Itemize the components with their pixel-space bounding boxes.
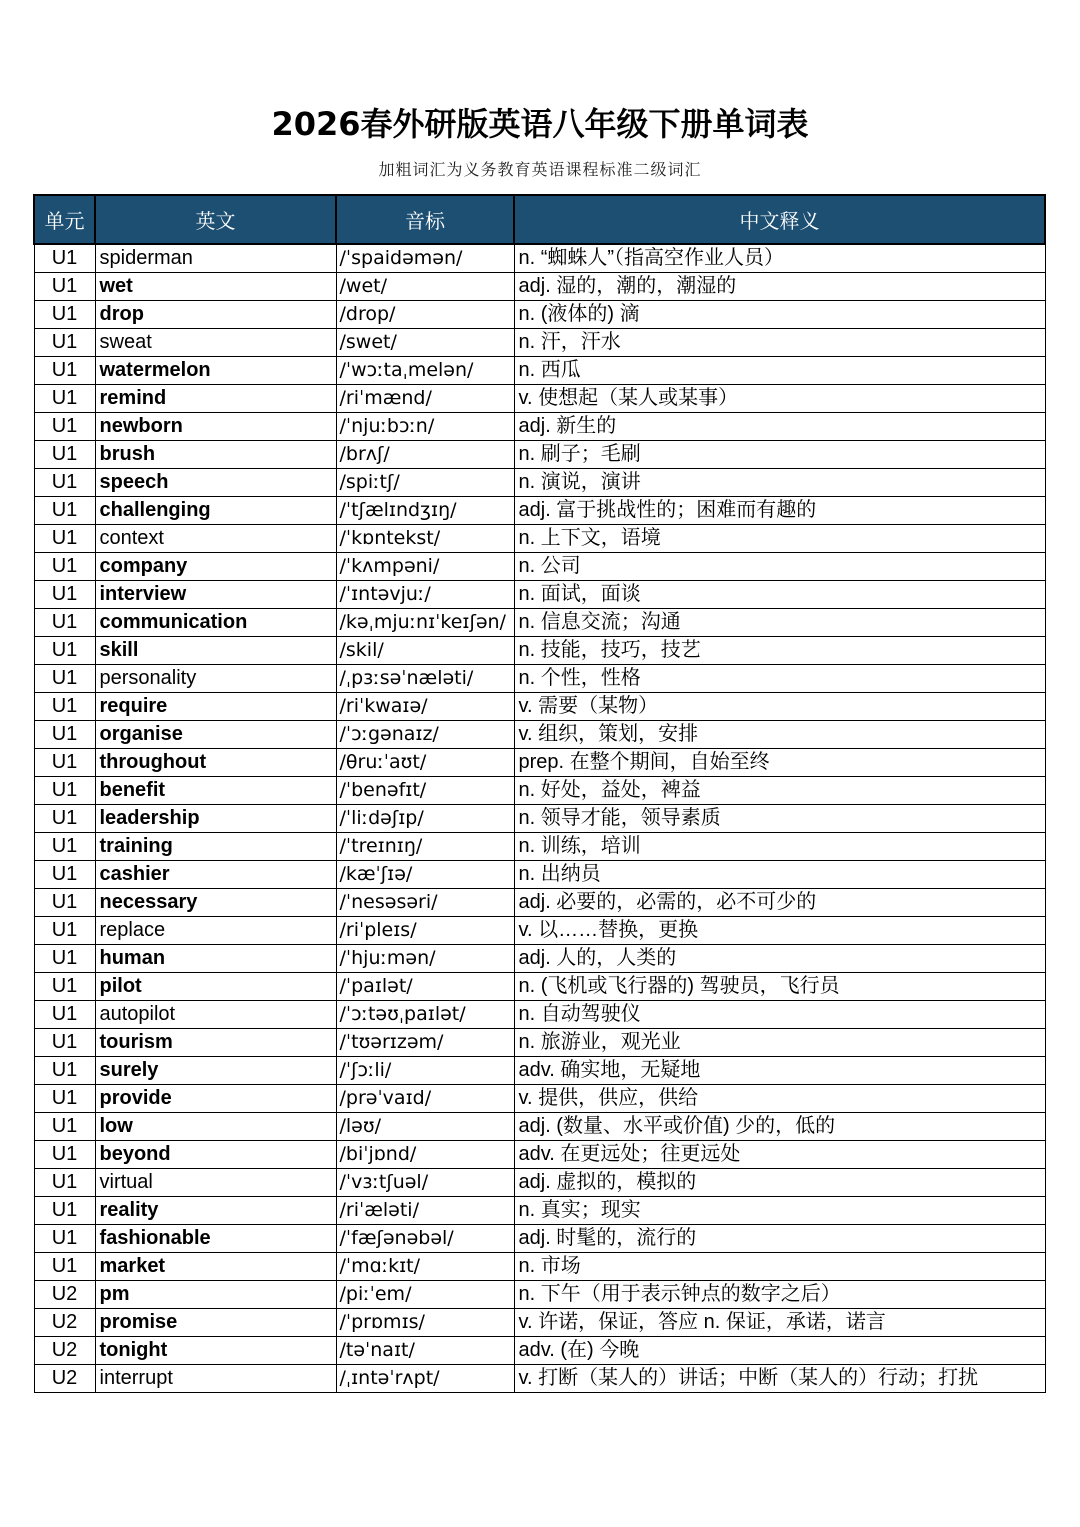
phonetic-cell: /ˈɔːtəʊˌpaɪlət/ bbox=[336, 1001, 514, 1029]
word-cell: tourism bbox=[95, 1029, 336, 1057]
unit-cell: U1 bbox=[34, 1085, 95, 1113]
table-row bbox=[34, 1085, 1045, 1113]
unit-cell: U1 bbox=[34, 441, 95, 469]
meaning-cell: n. 公司 bbox=[514, 553, 1045, 581]
table-row bbox=[34, 1225, 1045, 1253]
meaning-cell: v. 组织，策划，安排 bbox=[514, 721, 1045, 749]
table-row bbox=[34, 244, 1045, 273]
table-row bbox=[34, 665, 1045, 693]
phonetic-cell: /ˈnesəsəri/ bbox=[336, 889, 514, 917]
meaning-cell: n. 真实；现实 bbox=[514, 1197, 1045, 1225]
unit-cell: U1 bbox=[34, 1057, 95, 1085]
table-row bbox=[34, 1001, 1045, 1029]
meaning-cell: n. 信息交流；沟通 bbox=[514, 609, 1045, 637]
meaning-cell: v. 使想起（某人或某事） bbox=[514, 385, 1045, 413]
phonetic-cell: /ˈliːdəʃɪp/ bbox=[336, 805, 514, 833]
unit-cell: U1 bbox=[34, 609, 95, 637]
phonetic-cell: /ˈwɔːtaˌmelən/ bbox=[336, 357, 514, 385]
phonetic-cell: /wet/ bbox=[336, 273, 514, 301]
phonetic-cell: /ˈhjuːmən/ bbox=[336, 945, 514, 973]
word-cell: provide bbox=[95, 1085, 336, 1113]
phonetic-cell: /swet/ bbox=[336, 329, 514, 357]
unit-cell: U1 bbox=[34, 973, 95, 1001]
word-cell: speech bbox=[95, 469, 336, 497]
word-cell: necessary bbox=[95, 889, 336, 917]
table-row bbox=[34, 777, 1045, 805]
unit-cell: U1 bbox=[34, 244, 95, 273]
meaning-cell: n. (飞机或飞行器的) 驾驶员，飞行员 bbox=[514, 973, 1045, 1001]
word-cell: human bbox=[95, 945, 336, 973]
meaning-cell: n. “蜘蛛人”（指高空作业人员） bbox=[514, 244, 1045, 273]
meaning-cell: n. (液体的) 滴 bbox=[514, 301, 1045, 329]
header-meaning: 中文释义 bbox=[514, 195, 1045, 244]
word-cell: throughout bbox=[95, 749, 336, 777]
meaning-cell: n. 自动驾驶仪 bbox=[514, 1001, 1045, 1029]
phonetic-cell: /ˈmɑːkɪt/ bbox=[336, 1253, 514, 1281]
unit-cell: U1 bbox=[34, 357, 95, 385]
phonetic-cell: /ˈtʃælɪndʒɪŋ/ bbox=[336, 497, 514, 525]
phonetic-cell: /prəˈvaɪd/ bbox=[336, 1085, 514, 1113]
word-cell: benefit bbox=[95, 777, 336, 805]
page-title: 2026春外研版英语八年级下册单词表 bbox=[271, 105, 809, 143]
phonetic-cell: /skil/ bbox=[336, 637, 514, 665]
meaning-cell: n. 技能，技巧，技艺 bbox=[514, 637, 1045, 665]
table-row bbox=[34, 637, 1045, 665]
unit-cell: U1 bbox=[34, 889, 95, 917]
table-row bbox=[34, 917, 1045, 945]
word-cell: drop bbox=[95, 301, 336, 329]
unit-cell: U2 bbox=[34, 1309, 95, 1337]
meaning-cell: v. 需要（某物） bbox=[514, 693, 1045, 721]
word-cell: context bbox=[95, 525, 336, 553]
word-cell: company bbox=[95, 553, 336, 581]
meaning-cell: n. 下午（用于表示钟点的数字之后） bbox=[514, 1281, 1045, 1309]
phonetic-cell: /ˈtʊərɪzəm/ bbox=[336, 1029, 514, 1057]
phonetic-cell: /riˈkwaɪə/ bbox=[336, 693, 514, 721]
unit-cell: U1 bbox=[34, 301, 95, 329]
phonetic-cell: /ˈprɒmɪs/ bbox=[336, 1309, 514, 1337]
meaning-cell: n. 刷子；毛刷 bbox=[514, 441, 1045, 469]
meaning-cell: n. 好处，益处，裨益 bbox=[514, 777, 1045, 805]
page-subtitle: 加粗词汇为义务教育英语课程标准二级词汇 bbox=[378, 160, 702, 179]
unit-cell: U1 bbox=[34, 1113, 95, 1141]
meaning-cell: prep. 在整个期间，自始至终 bbox=[514, 749, 1045, 777]
table-row bbox=[34, 1365, 1045, 1393]
word-cell: autopilot bbox=[95, 1001, 336, 1029]
word-cell: challenging bbox=[95, 497, 336, 525]
phonetic-cell: /brʌʃ/ bbox=[336, 441, 514, 469]
word-cell: leadership bbox=[95, 805, 336, 833]
word-cell: low bbox=[95, 1113, 336, 1141]
table-header-row bbox=[34, 195, 1045, 244]
table-row bbox=[34, 1253, 1045, 1281]
table-row bbox=[34, 721, 1045, 749]
phonetic-cell: /ˈspaidəmən/ bbox=[336, 244, 514, 273]
table-row bbox=[34, 497, 1045, 525]
word-cell: sweat bbox=[95, 329, 336, 357]
word-cell: communication bbox=[95, 609, 336, 637]
word-cell: beyond bbox=[95, 1141, 336, 1169]
table-row bbox=[34, 329, 1045, 357]
phonetic-cell: /ˌpɜːsəˈnæləti/ bbox=[336, 665, 514, 693]
meaning-cell: adv. (在) 今晚 bbox=[514, 1337, 1045, 1365]
phonetic-cell: /ˈkʌmpəni/ bbox=[336, 553, 514, 581]
unit-cell: U1 bbox=[34, 665, 95, 693]
meaning-cell: n. 训练，培训 bbox=[514, 833, 1045, 861]
unit-cell: U1 bbox=[34, 329, 95, 357]
header-english: 英文 bbox=[95, 195, 336, 244]
word-cell: require bbox=[95, 693, 336, 721]
word-cell: skill bbox=[95, 637, 336, 665]
meaning-cell: adj. 富于挑战性的；困难而有趣的 bbox=[514, 497, 1045, 525]
table-row bbox=[34, 581, 1045, 609]
unit-cell: U1 bbox=[34, 1253, 95, 1281]
phonetic-cell: /ˈpaɪlət/ bbox=[336, 973, 514, 1001]
word-cell: reality bbox=[95, 1197, 336, 1225]
table-row bbox=[34, 553, 1045, 581]
table-row bbox=[34, 1197, 1045, 1225]
meaning-cell: n. 汗，汗水 bbox=[514, 329, 1045, 357]
unit-cell: U1 bbox=[34, 805, 95, 833]
table-row bbox=[34, 1337, 1045, 1365]
word-cell: spiderman bbox=[95, 244, 336, 273]
word-cell: interrupt bbox=[95, 1365, 336, 1393]
table-row bbox=[34, 469, 1045, 497]
table-row bbox=[34, 1113, 1045, 1141]
meaning-cell: n. 市场 bbox=[514, 1253, 1045, 1281]
phonetic-cell: /θruːˈaʊt/ bbox=[336, 749, 514, 777]
phonetic-cell: /ˈʃɔːli/ bbox=[336, 1057, 514, 1085]
phonetic-cell: /ˈɪntəvjuː/ bbox=[336, 581, 514, 609]
phonetic-cell: /riˈpleɪs/ bbox=[336, 917, 514, 945]
unit-cell: U2 bbox=[34, 1281, 95, 1309]
meaning-cell: adv. 确实地，无疑地 bbox=[514, 1057, 1045, 1085]
phonetic-cell: /biˈjɒnd/ bbox=[336, 1141, 514, 1169]
meaning-cell: v. 提供，供应，供给 bbox=[514, 1085, 1045, 1113]
table-row bbox=[34, 1281, 1045, 1309]
phonetic-cell: /ˈnjuːbɔːn/ bbox=[336, 413, 514, 441]
unit-cell: U1 bbox=[34, 1001, 95, 1029]
unit-cell: U1 bbox=[34, 413, 95, 441]
table-row bbox=[34, 945, 1045, 973]
word-cell: training bbox=[95, 833, 336, 861]
word-cell: wet bbox=[95, 273, 336, 301]
vocabulary-table bbox=[33, 194, 1046, 1393]
meaning-cell: n. 旅游业，观光业 bbox=[514, 1029, 1045, 1057]
table-row bbox=[34, 357, 1045, 385]
unit-cell: U1 bbox=[34, 1197, 95, 1225]
unit-cell: U1 bbox=[34, 553, 95, 581]
phonetic-cell: /riˈæləti/ bbox=[336, 1197, 514, 1225]
meaning-cell: n. 演说，演讲 bbox=[514, 469, 1045, 497]
word-cell: pilot bbox=[95, 973, 336, 1001]
word-cell: interview bbox=[95, 581, 336, 609]
meaning-cell: n. 西瓜 bbox=[514, 357, 1045, 385]
table-row bbox=[34, 861, 1045, 889]
meaning-cell: n. 出纳员 bbox=[514, 861, 1045, 889]
word-cell: surely bbox=[95, 1057, 336, 1085]
meaning-cell: adj. 湿的，潮的，潮湿的 bbox=[514, 273, 1045, 301]
unit-cell: U1 bbox=[34, 833, 95, 861]
phonetic-cell: /ləʊ/ bbox=[336, 1113, 514, 1141]
word-cell: pm bbox=[95, 1281, 336, 1309]
unit-cell: U1 bbox=[34, 1169, 95, 1197]
table-row bbox=[34, 525, 1045, 553]
unit-cell: U1 bbox=[34, 273, 95, 301]
header-phonetic: 音标 bbox=[336, 195, 514, 244]
table-row bbox=[34, 833, 1045, 861]
word-cell: virtual bbox=[95, 1169, 336, 1197]
table-row bbox=[34, 1029, 1045, 1057]
phonetic-cell: /ˌɪntəˈrʌpt/ bbox=[336, 1365, 514, 1393]
unit-cell: U1 bbox=[34, 777, 95, 805]
phonetic-cell: /ˈbenəfɪt/ bbox=[336, 777, 514, 805]
unit-cell: U1 bbox=[34, 917, 95, 945]
table-row bbox=[34, 693, 1045, 721]
table-row bbox=[34, 609, 1045, 637]
word-cell: watermelon bbox=[95, 357, 336, 385]
word-cell: personality bbox=[95, 665, 336, 693]
table-row bbox=[34, 301, 1045, 329]
phonetic-cell: /drop/ bbox=[336, 301, 514, 329]
phonetic-cell: /piːˈem/ bbox=[336, 1281, 514, 1309]
word-cell: market bbox=[95, 1253, 336, 1281]
meaning-cell: adv. 在更远处；往更远处 bbox=[514, 1141, 1045, 1169]
meaning-cell: adj. 虚拟的，模拟的 bbox=[514, 1169, 1045, 1197]
unit-cell: U1 bbox=[34, 525, 95, 553]
table-body bbox=[34, 244, 1045, 1393]
phonetic-cell: /ˈfæʃənəbəl/ bbox=[336, 1225, 514, 1253]
table-row bbox=[34, 385, 1045, 413]
unit-cell: U1 bbox=[34, 1029, 95, 1057]
meaning-cell: adj. 人的，人类的 bbox=[514, 945, 1045, 973]
word-cell: remind bbox=[95, 385, 336, 413]
meaning-cell: v. 打断（某人的）讲话；中断（某人的）行动；打扰 bbox=[514, 1365, 1045, 1393]
meaning-cell: n. 个性，性格 bbox=[514, 665, 1045, 693]
unit-cell: U1 bbox=[34, 581, 95, 609]
phonetic-cell: /ˈvɜːtʃuəl/ bbox=[336, 1169, 514, 1197]
table-row bbox=[34, 1169, 1045, 1197]
unit-cell: U1 bbox=[34, 497, 95, 525]
word-cell: cashier bbox=[95, 861, 336, 889]
table-row bbox=[34, 273, 1045, 301]
table-row bbox=[34, 973, 1045, 1001]
word-cell: newborn bbox=[95, 413, 336, 441]
unit-cell: U1 bbox=[34, 1141, 95, 1169]
header-unit: 单元 bbox=[34, 195, 95, 244]
meaning-cell: n. 面试，面谈 bbox=[514, 581, 1045, 609]
unit-cell: U1 bbox=[34, 721, 95, 749]
phonetic-cell: /riˈmænd/ bbox=[336, 385, 514, 413]
word-cell: tonight bbox=[95, 1337, 336, 1365]
table-row bbox=[34, 1057, 1045, 1085]
word-cell: brush bbox=[95, 441, 336, 469]
phonetic-cell: /ˈkɒntekst/ bbox=[336, 525, 514, 553]
table-row bbox=[34, 413, 1045, 441]
phonetic-cell: /təˈnaɪt/ bbox=[336, 1337, 514, 1365]
meaning-cell: v. 许诺，保证，答应 n. 保证，承诺，诺言 bbox=[514, 1309, 1045, 1337]
table-row bbox=[34, 749, 1045, 777]
unit-cell: U1 bbox=[34, 749, 95, 777]
unit-cell: U1 bbox=[34, 693, 95, 721]
unit-cell: U2 bbox=[34, 1365, 95, 1393]
table-row bbox=[34, 441, 1045, 469]
meaning-cell: n. 领导才能，领导素质 bbox=[514, 805, 1045, 833]
unit-cell: U1 bbox=[34, 861, 95, 889]
word-cell: organise bbox=[95, 721, 336, 749]
word-cell: replace bbox=[95, 917, 336, 945]
meaning-cell: v. 以……替换，更换 bbox=[514, 917, 1045, 945]
phonetic-cell: /kəˌmjuːnɪˈkeɪʃən/ bbox=[336, 609, 514, 637]
unit-cell: U1 bbox=[34, 469, 95, 497]
phonetic-cell: /kæˈʃɪə/ bbox=[336, 861, 514, 889]
phonetic-cell: /ˈɔːgənaɪz/ bbox=[336, 721, 514, 749]
meaning-cell: adj. 必要的，必需的，必不可少的 bbox=[514, 889, 1045, 917]
unit-cell: U1 bbox=[34, 637, 95, 665]
meaning-cell: adj. (数量、水平或价值) 少的，低的 bbox=[514, 1113, 1045, 1141]
unit-cell: U1 bbox=[34, 1225, 95, 1253]
unit-cell: U1 bbox=[34, 945, 95, 973]
table-row bbox=[34, 889, 1045, 917]
phonetic-cell: /ˈtreɪnɪŋ/ bbox=[336, 833, 514, 861]
word-cell: promise bbox=[95, 1309, 336, 1337]
meaning-cell: adj. 时髦的，流行的 bbox=[514, 1225, 1045, 1253]
unit-cell: U2 bbox=[34, 1337, 95, 1365]
phonetic-cell: /spiːtʃ/ bbox=[336, 469, 514, 497]
table-row bbox=[34, 1141, 1045, 1169]
word-cell: fashionable bbox=[95, 1225, 336, 1253]
table-row bbox=[34, 1309, 1045, 1337]
meaning-cell: n. 上下文，语境 bbox=[514, 525, 1045, 553]
table-row bbox=[34, 805, 1045, 833]
meaning-cell: adj. 新生的 bbox=[514, 413, 1045, 441]
unit-cell: U1 bbox=[34, 385, 95, 413]
